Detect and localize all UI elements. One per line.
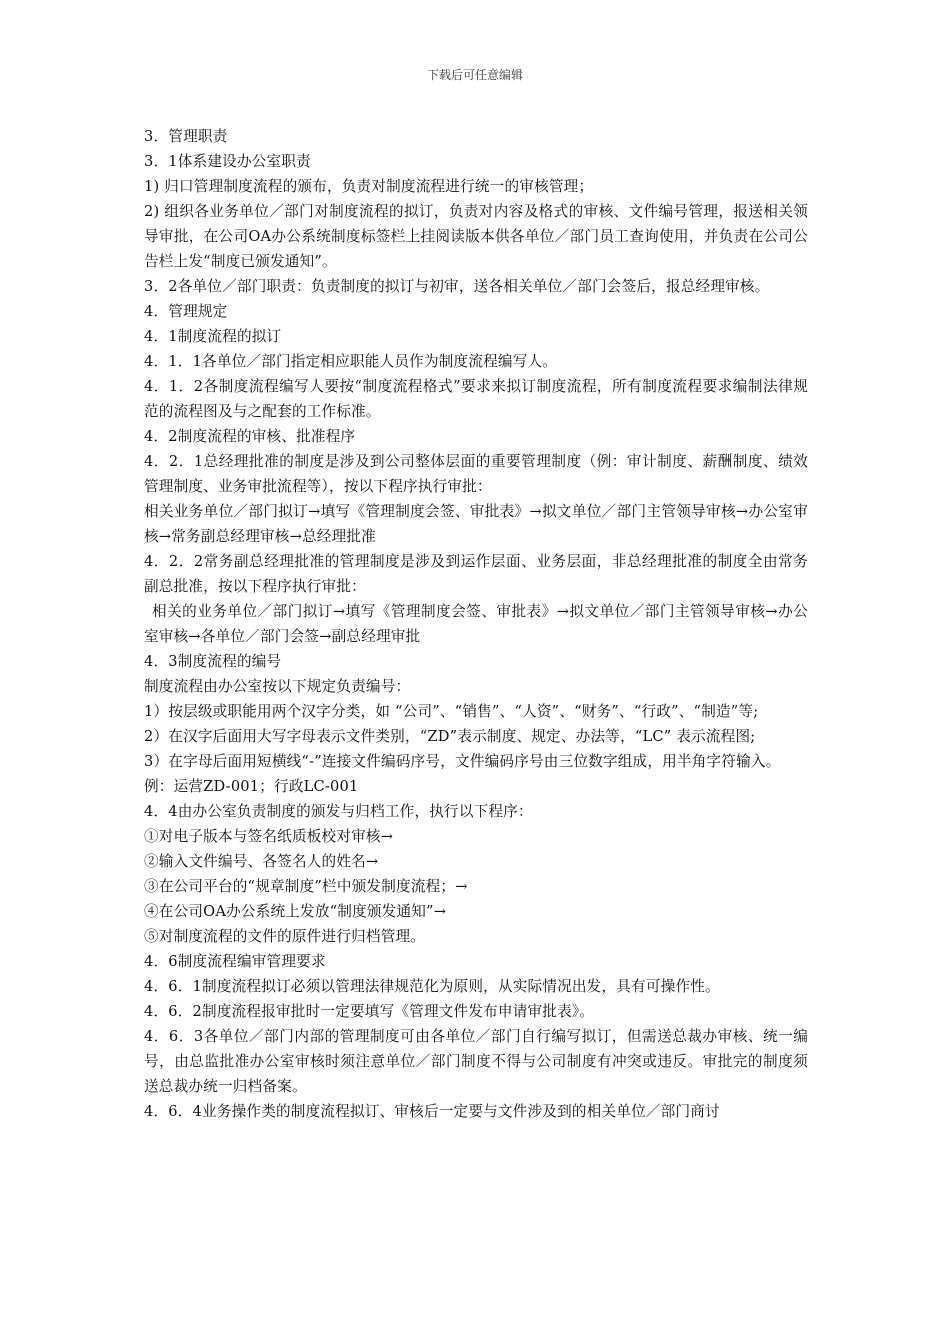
list-item: 2）在汉字后面用大写字母表示文件类别，“ZD”表示制度、规定、办法等，“LC” 表示流程图; xyxy=(144,728,756,745)
document-body xyxy=(144,124,808,1124)
paragraph: 2) 组织各业务单位／部门对制度流程的拟订，负责对内容及格式的审核、文件编号管理，报送相关领导审批，在公司OA办公系统制度标签栏上挂阅读版本供各单位／部门员工查询使用，并负责在公司公告栏上发“制度已颁发通知”。 xyxy=(144,203,808,270)
list-item: 3）在字母后面用短横线“-”连接文件编码序号，文件编码序号由三位数字组成，用半角字符输入。 xyxy=(144,753,781,770)
page-header: 下载后可任意编辑 xyxy=(426,68,523,82)
subsection-heading: 4．3制度流程的编号 xyxy=(144,653,282,670)
subsection-heading: 3．1体系建设办公室职责 xyxy=(144,153,311,170)
list-item: ①对电子版本与签名纸质板校对审核→ xyxy=(144,828,394,845)
paragraph: 例：运营ZD-001；行政LC-001 xyxy=(144,778,359,795)
list-item: ③在公司平台的“规章制度”栏中颁发制度流程；→ xyxy=(144,878,468,895)
list-item: ④在公司OA办公系统上发放“制度颁发通知”→ xyxy=(144,903,447,920)
paragraph: 4．1．2各制度流程编写人要按“制度流程格式”要求来拟订制度流程，所有制度流程要求编制法律规范的流程图及与之配套的工作标准。 xyxy=(144,378,808,420)
list-item: ⑤对制度流程的文件的原件进行归档管理。 xyxy=(144,928,426,945)
paragraph: 4．1．1各单位／部门指定相应职能人员作为制度流程编写人。 xyxy=(144,353,558,370)
paragraph: 相关的业务单位／部门拟订→填写《管理制度会签、审批表》→拟文单位／部门主管领导审核→办公室审核→各单位／部门会签→副总经理审批 xyxy=(144,603,808,645)
paragraph: 4．6．2制度流程报审批时一定要填写《管理文件发布申请审批表》。 xyxy=(144,1003,595,1020)
paragraph: 4．2．2常务副总经理批准的管理制度是涉及到运作层面、业务层面，非总经理批准的制度全由常务副总批准，按以下程序执行审批： xyxy=(144,553,808,595)
paragraph: 4．6．3各单位／部门内部的管理制度可由各单位／部门自行编写拟订，但需送总裁办审核、统一编号，由总监批准办公室审核时须注意单位／部门制度不得与公司制度有冲突或违反。审批完的制度须送总裁办统一归档备案。 xyxy=(144,1028,808,1095)
list-item: 1）按层级或职能用两个汉字分类，如 “公司”、“销售”、“人资”、“财务”、“行政”、“制造”等; xyxy=(144,703,759,720)
list-item: ②输入文件编号、各签名人的姓名→ xyxy=(144,853,379,870)
paragraph: 4．2．1总经理批准的制度是涉及到公司整体层面的重要管理制度（例：审计制度、薪酬制度、绩效管理制度、业务审批流程等），按以下程序执行审批： xyxy=(144,453,808,495)
subsection-heading: 4．1制度流程的拟订 xyxy=(144,328,282,345)
section-heading: 4．管理规定 xyxy=(144,303,228,320)
paragraph: 1) 归口管理制度流程的颁布，负责对制度流程进行统一的审核管理； xyxy=(144,178,594,195)
section-heading: 3．管理职责 xyxy=(144,128,228,145)
paragraph: 3．2各单位／部门职责：负责制度的拟订与初审，送各相关单位／部门会签后，报总经理审核。 xyxy=(144,278,770,295)
subsection-heading: 4．2制度流程的审核、批准程序 xyxy=(144,428,356,445)
paragraph: 4．6．4业务操作类的制度流程拟订、审核后一定要与文件涉及到的相关单位／部门商讨 xyxy=(144,1103,720,1120)
subsection-heading: 4．4由办公室负责制度的颁发与归档工作，执行以下程序： xyxy=(144,803,533,820)
subsection-heading: 4．6制度流程编审管理要求 xyxy=(144,953,326,970)
paragraph: 制度流程由办公室按以下规定负责编号： xyxy=(144,678,411,695)
paragraph: 4．6．1制度流程拟订必须以管理法律规范化为原则，从实际情况出发，具有可操作性。 xyxy=(144,978,720,995)
paragraph: 相关业务单位／部门拟订→填写《管理制度会签、审批表》→拟文单位／部门主管领导审核→办公室审核→常务副总经理审核→总经理批准 xyxy=(144,503,808,545)
